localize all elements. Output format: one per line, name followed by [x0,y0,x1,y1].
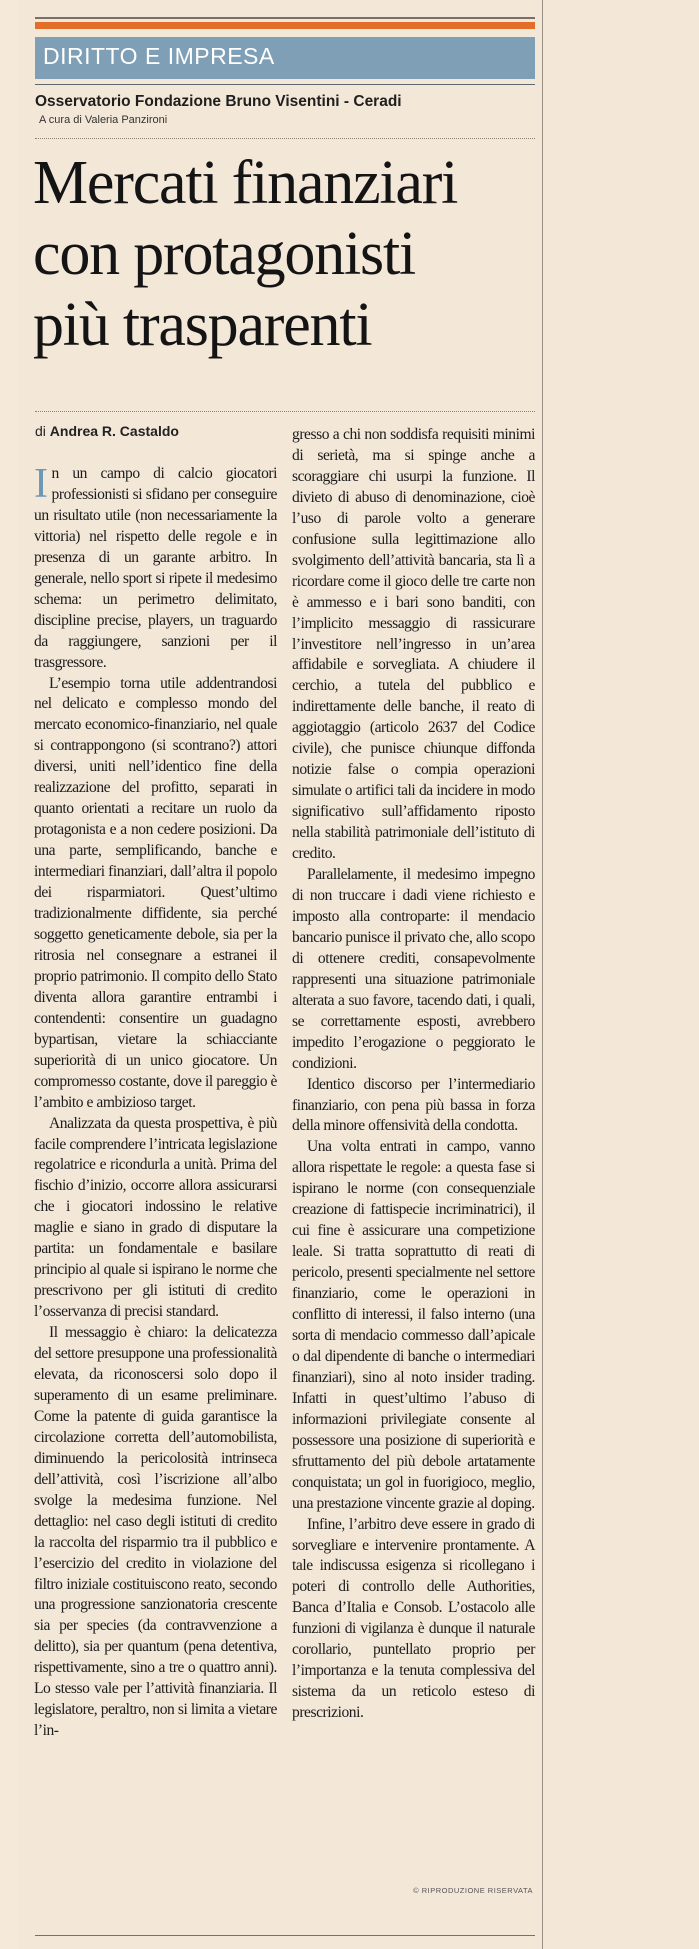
dotted-divider [35,138,535,139]
paragraph: Infine, l’arbitro deve essere in grado di sorvegliare e intervenire prontamente. A tale indiscussa esigenza si ricollegano i poteri di controllo delle Authorities, Banca d’Italia e Consob. L’ostacolo alle funzioni di vigilanza è dunque il naturale corollario, puntellato proprio per l’importanza e la tenuta complessiva del sistema da un reticolo esteso di prescrizioni. [292,1515,535,1722]
paragraph: Il messaggio è chiaro: la delicatezza del settore presuppone una professionalità elevata, da riconoscersi solo dopo il superamento di un esame preliminare. Come la patente di guida garantisce la circolazione corretta dell’automobilista, diminuendo la pericolosità intrinseca dell’attività, così l’iscrizione all’albo svolge la medesima funzione. Nel dettaglio: nel caso degli istituti di credito la raccolta del risparmio tra il pubblico e l’esercizio del credito in violazione del filtro iniziale costituiscono reato, secondo una progressione sanzionatoria crescente sia per species (da contravvenzione a delitto), sia per quantum (pena detentiva, rispettivamente, sino a tre o quattro anni). Lo stesso vale per l’attività finanziaria. Il legislatore, peraltro, non si limita a vietare l’in- [34,1324,277,1740]
paragraph-text: n un campo di calcio giocatori professionisti si sfidano per conseguire un risultato utile (non necessariamente la vittoria) nel rispetto delle regole e in presenza di un garante arbitro. In generale, nello sport si ripete il medesimo schema: un perimetro delimitato, discipline precise, players, un traguardo da raggiungere, sanzioni per il trasgressore. [34,465,277,671]
section-rule [35,84,535,85]
article-column-2 [292,425,535,1724]
section-header [35,37,535,79]
page-margin [0,0,18,1949]
headline: Mercati finanziari con protagonisti più trasparenti [33,149,458,359]
curator-credit: A cura di Valeria Panzironi [39,114,168,126]
accent-bar [35,22,535,29]
paragraph: L’esempio torna utile addentrandosi nel delicato e complesso mondo del mercato economico-finanziario, nel quale si contrappongono (si scontrano?) attori diversi, uniti nell’identico fine della realizzazione del profitto, separati in quanto orientati a recitare un ruolo da protagonista e a non cedere posizioni. Da una parte, semplificando, banche e intermediari finanziari, dall’altra il popolo dei risparmiatori. Quest’ultimo tradizionalmente diffidente, sia perché soggetto geneticamente debole, sia per la ritrosia nel consegnare a estranei il proprio patrimonio. Il compito dello Stato diventa allora garantire entrambi i contendenti: consentire un guadagno bypartisan, vietare la schiacciante superiorità di un unico giocatore. Un compromesso costante, dove il pareggio è l’ambito e ambizioso target. [34,674,277,1111]
drop-cap: I [34,461,48,507]
byline [35,423,179,439]
section-title: DIRITTO E IMPRESA [43,43,275,69]
author-name: Andrea R. Castaldo [49,423,179,439]
article-column-1 [34,461,277,1742]
paragraph: gresso a chi non soddisfa requisiti minimi di serietà, ma si spinge anche a scoraggiare chi usurpi la funzione. Il divieto di abuso di denominazione, cioè l’uso di parole volto a generare confusione sulla legittimazione allo svolgimento dell’attività bancaria, sta lì a ricordare come il gioco delle tre carte non è ammesso e i bari sono banditi, con l’implicito messaggio di rassicurare l’investitore nell’ingresso in un’area affidabile e sorvegliata. A chiudere il cerchio, a tutela del pubblico e indirettamente delle banche, il reato di aggiotaggio (articolo 2637 del Codice civile), che punisce chiunque diffonda notizie false o compia operazioni simulate o artifici tali da incidere in modo significativo sull’affidamento riposto nella stabilità patrimoniale dell’istituto di credito. [292,426,535,863]
top-rule [35,17,535,19]
copyright-notice: © RIPRODUZIONE RISERVATA [413,1886,533,1895]
paragraph: Una volta entrati in campo, vanno allora rispettate le regole: a questa fase si ispirano le norme (con consequenziale creazione di fattispecie incriminatrici), il cui fine è assicurare una competizione leale. Si tratta soprattutto di reati di pericolo, presenti specialmente nel settore finanziario, come le operazioni in conflitto di interessi, il falso interno (una sorta di mendacio commesso dall’apicale o dal dipendente di banche o intermediari finanziari), sino al noto insider trading. Infatti in quest’ultimo l’abuso di informazioni privilegiate consente al possessore una posizione di superiorità e sfruttamento del più debole artatamente conquistata; un gol in fuorigioco, meglio, una prestazione vincente grazie al doping. [292,1138,535,1512]
paragraph: Parallelamente, il medesimo impegno di non truccare i dadi viene richiesto e imposto alla controparte: il mendacio bancario punisce il privato che, allo scopo di ottenere crediti, consapevolmente rappresenti una situazione patrimoniale alterata a suo favore, tacendo dati, i quali, se correttamente esposti, avrebbero impedito l’erogazione o peggiorato le condizioni. [292,866,535,1072]
byline-prefix: di [35,423,50,439]
paragraph: Analizzata da questa prospettiva, è più facile comprendere l’intricata legislazione regolatrice e ricondurla a unità. Prima del fischio d’inizio, occorre allora assicurarsi che i giocatori indossino le relative maglie e siano in grado di disputare la partita: un fondamentale e basilare principio al quale si ispirano le norme che prescrivono per gli istituti di credito l’osservanza di precisi standard. [34,1114,277,1321]
paragraph: Identico discorso per l’intermediario finanziario, con pena più bassa in forza della minore offensività della condotta. [292,1075,535,1135]
bottom-rule [35,1935,535,1936]
kicker: Osservatorio Fondazione Bruno Visentini - Ceradi [35,93,402,110]
paragraph [34,461,277,674]
dotted-divider [35,411,535,412]
